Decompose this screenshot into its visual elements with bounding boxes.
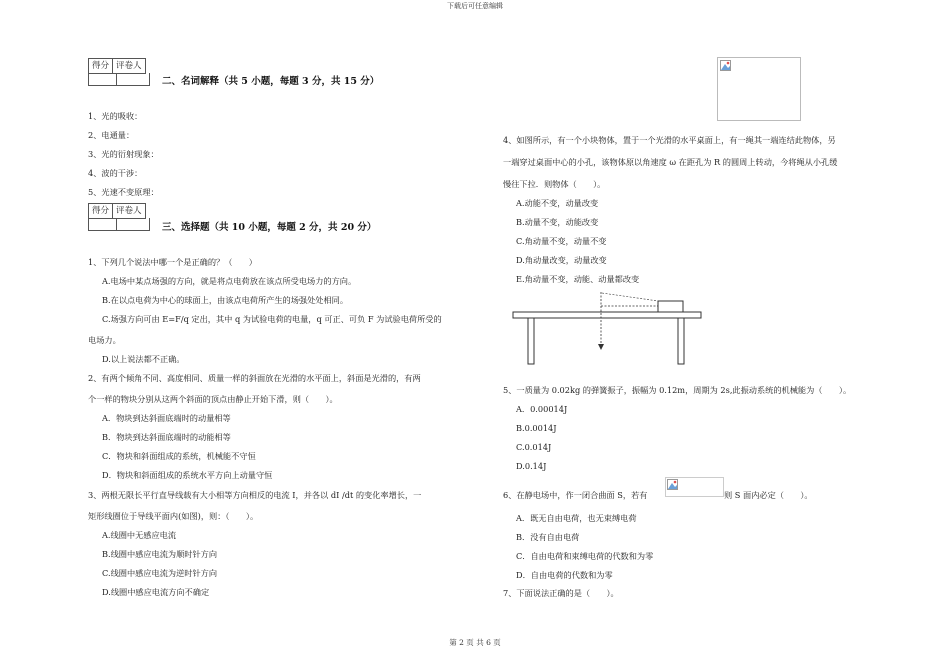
score-box — [88, 58, 146, 74]
q3-option-d: D.线圈中感应电流方向不确定 — [102, 587, 210, 597]
q1-option-a: A.电场中某点场强的方向，就是将点电荷放在该点所受电场力的方向。 — [102, 276, 357, 286]
q3-option-c: C.线圈中感应电流为逆时针方向 — [102, 568, 218, 578]
grader-label: 评卷人 — [116, 206, 142, 216]
question-7-stem: 7、下面说法正确的是（ ）。 — [503, 588, 619, 598]
q4-option-a: A.动能不变，动量改变 — [516, 198, 599, 208]
score-label: 得分 — [89, 59, 113, 73]
question-6-stem-cont: 则 S 面内必定（ ）。 — [724, 490, 813, 500]
q4-option-b: B.动量不变，动能改变 — [516, 217, 599, 227]
q6-option-a: A．既无自由电荷，也无束缚电荷 — [516, 513, 637, 523]
section2-title: 二、名词解释（共 5 小题，每题 3 分，共 15 分） — [162, 76, 380, 87]
question-1-stem: 1、下列几个说法中哪一个是正确的？（ ） — [88, 257, 257, 267]
term-item: 1、光的吸收： — [88, 111, 143, 121]
page-footer: 第 2 页 共 6 页 — [449, 638, 501, 647]
term-item: 4、波的干涉： — [88, 168, 143, 178]
q4-option-c: C.角动量不变，动量不变 — [516, 236, 607, 246]
q4-option-d: D.角动量改变，动量改变 — [516, 255, 607, 265]
q5-option-d: D.0.14J — [516, 461, 547, 471]
term-item: 2、电通量： — [88, 130, 135, 140]
question-5-stem: 5、一质量为 0.02kg 的弹簧振子，振幅为 0.12m，周期为 2s,此振动系统的机械能为（ ）。 — [503, 385, 852, 395]
question-2-stem-cont: 个一样的物块分别从这两个斜面的顶点由静止开始下滑，则（ ）。 — [88, 394, 338, 404]
question-4-stem: 4、如图所示，有一个小块物体，置于一个光滑的水平桌面上，有一绳其一端连结此物体，另 — [503, 135, 836, 145]
score-box-blank — [88, 218, 150, 231]
section3-title: 三、选择题（共 10 小题，每题 2 分，共 20 分） — [162, 222, 377, 233]
q6-option-d: D．自由电荷的代数和为零 — [516, 570, 613, 580]
q5-option-c: C.0.014J — [516, 442, 552, 452]
question-4-stem-cont: 一端穿过桌面中心的小孔，该物体原以角速度 ω 在距孔为 R 的圆周上转动，今将绳从小孔缓 — [503, 157, 838, 167]
q1-option-d: D.以上说法都不正确。 — [102, 354, 185, 364]
q2-option-c: C．物块和斜面组成的系统，机械能不守恒 — [102, 451, 256, 461]
question-6-stem: 6、在静电场中，作一闭合曲面 S，若有 — [503, 490, 648, 500]
question-3-stem: 3、两根无限长平行直导线载有大小相等方向相反的电流 I，并各以 dI /dt 的变化率增长，一 — [88, 490, 422, 500]
q1-option-b: B.在以点电荷为中心的球面上，由该点电荷所产生的场强处处相同。 — [102, 295, 349, 305]
q2-option-d: D．物块和斜面组成的系统水平方向上动量守恒 — [102, 470, 273, 480]
q2-option-b: B．物块到达斜面底端时的动能相等 — [102, 432, 231, 442]
q2-option-a: A．物块到达斜面底端时的动量相等 — [102, 413, 231, 423]
term-item: 5、光速不变原理： — [88, 187, 159, 197]
q3-option-a: A.线圈中无感应电流 — [102, 530, 177, 540]
q6-option-b: B．没有自由电荷 — [516, 532, 580, 542]
score-label: 得分 — [89, 204, 113, 218]
score-box — [88, 203, 146, 219]
question-2-stem: 2、有两个倾角不同、高度相同、质量一样的斜面放在光滑的水平面上，斜面是光滑的，有两 — [88, 373, 421, 383]
formula-placeholder — [665, 477, 724, 497]
image-icon — [667, 479, 678, 490]
q5-option-a: A．0.00014J — [516, 404, 568, 414]
q4-option-e: E.角动量不变，动能、动量都改变 — [516, 274, 640, 284]
table-diagram — [510, 292, 705, 374]
q5-option-b: B.0.0014J — [516, 423, 557, 433]
question-4-stem-cont2: 慢往下拉．则物体（ ）。 — [503, 179, 606, 189]
q3-option-b: B.线圈中感应电流为顺时针方向 — [102, 549, 218, 559]
term-item: 3、光的衍射现象： — [88, 149, 159, 159]
grader-label: 评卷人 — [116, 61, 142, 71]
q6-option-c: C．自由电荷和束缚电荷的代数和为零 — [516, 551, 654, 561]
image-icon — [720, 60, 731, 71]
score-box-blank — [88, 73, 150, 86]
question-3-stem-cont: 矩形线圈位于导线平面内(如图)，则：（ ）。 — [88, 511, 259, 521]
page-header: 下载后可任意编辑 — [447, 2, 503, 10]
q1-option-c: C.场强方向可由 E=F/q 定出，其中 q 为试验电荷的电量，q 可正、可负 F 为试验电荷所受的 — [102, 314, 442, 324]
figure-placeholder — [717, 57, 801, 121]
q1-option-c-cont: 电场力。 — [88, 335, 121, 345]
